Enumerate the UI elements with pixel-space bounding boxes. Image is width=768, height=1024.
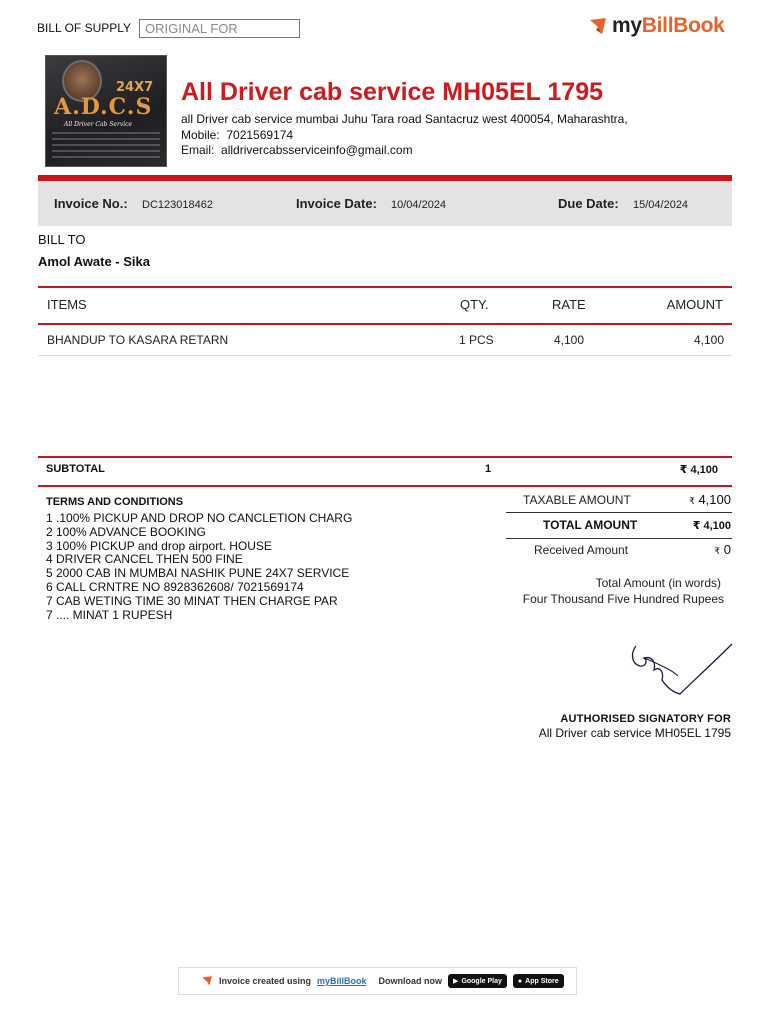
col-header-qty: QTY.: [460, 297, 489, 312]
terms-line: 1 .100% PICKUP AND DROP NO CANCLETION CHARG: [46, 511, 353, 525]
subtotal-label: SUBTOTAL: [46, 463, 105, 475]
summary-rule-bottom: [506, 538, 732, 539]
summary-rule-top: [506, 512, 732, 513]
invoice-number: DC123018462: [142, 199, 213, 211]
terms-line: 6 CALL CRNTRE NO 8928362608/ 7021569174: [46, 579, 304, 594]
taxable-amount-value: 4,100: [698, 492, 731, 507]
terms-line: 4 DRIVER CANCEL THEN 500 FINE: [46, 552, 243, 567]
email-label: Email:: [181, 143, 215, 157]
subtotal-top-rule: [38, 456, 732, 458]
mobile-label: Mobile:: [181, 128, 220, 142]
signature-image: [622, 636, 737, 701]
table-top-rule: [38, 286, 732, 288]
logo-tagline: All Driver Cab Service: [64, 121, 133, 128]
rupee-symbol: ₹: [689, 496, 695, 506]
mybillbook-logo: [588, 14, 725, 38]
mobile-value: 7021569174: [226, 128, 294, 142]
terms-line: 7 .... MINAT 1 RUPESH: [46, 607, 173, 622]
table-header-rule: [38, 323, 732, 325]
amount-in-words: Four Thousand Five Hundred Rupees: [522, 592, 724, 606]
document-type: BILL OF SUPPLY: [37, 21, 132, 35]
app-store-button[interactable]: [513, 974, 564, 988]
received-amount: [600, 542, 731, 557]
bill-to-label: BILL TO: [38, 232, 86, 247]
footer-brand-link[interactable]: myBillBook: [317, 976, 367, 986]
authorised-signatory-label: AUTHORISED SIGNATORY FOR: [560, 713, 731, 725]
row-qty: 1 PCS: [459, 333, 494, 347]
terms-line: 5 2000 CAB IN MUMBAI NASHIK PUNE 24X7 SERVICE: [46, 566, 350, 581]
row-rate: 4,100: [554, 333, 585, 347]
footer-download-text: Download now: [378, 976, 443, 986]
terms-line: 7 CAB WETING TIME 30 MINAT THEN CHARGE PAR: [46, 593, 338, 608]
subtotal-qty: 1: [485, 463, 492, 475]
play-icon: ▶: [453, 978, 459, 985]
company-address: all Driver cab service mumbai Juhu Tara road Santacruz west 400054, Maharashtra,: [181, 112, 628, 126]
due-date: 15/04/2024: [633, 199, 689, 211]
footer-created-text: Invoice created using: [219, 976, 312, 986]
customer-name: Amol Awate - Sika: [38, 254, 150, 269]
email-value: alldrivercabsserviceinfo@gmail.com: [221, 143, 413, 157]
brand-prefix: my: [612, 14, 642, 37]
footer-banner: [178, 967, 577, 995]
invoice-date: 10/04/2024: [391, 199, 447, 211]
company-logo: [45, 55, 167, 167]
col-header-rate: RATE: [552, 297, 586, 312]
signatory-company: All Driver cab service MH05EL 1795: [538, 726, 731, 740]
subtotal-bottom-rule: [38, 485, 732, 487]
google-play-label: Google Play: [461, 977, 502, 985]
logo-badge: 24X7: [116, 80, 154, 95]
terms-line: 3 100% PICKUP and drop airport. HOUSE: [46, 538, 272, 553]
row-divider: [38, 355, 732, 356]
received-amount-label: Received Amount: [534, 543, 629, 557]
invoice-date-label: Invoice Date:: [296, 196, 377, 211]
app-store-label: App Store: [525, 977, 559, 985]
terms-list: [46, 512, 352, 622]
total-amount-label: TOTAL AMOUNT: [543, 518, 638, 532]
mybillbook-icon: [588, 16, 608, 36]
taxable-amount: [600, 492, 731, 507]
received-amount-value: 0: [723, 542, 731, 557]
terms-line: 2 100% ADVANCE BOOKING: [46, 524, 206, 539]
apple-icon: ●: [517, 977, 523, 985]
invoice-number-label: Invoice No.:: [54, 196, 128, 211]
brand-name: BillBook: [641, 14, 725, 37]
col-header-items: ITEMS: [47, 297, 87, 312]
company-email: [181, 143, 413, 157]
total-amount-value: ₹ 4,100: [692, 520, 731, 532]
google-play-button[interactable]: [448, 974, 507, 988]
taxable-amount-label: TAXABLE AMOUNT: [523, 493, 631, 507]
rupee-symbol: ₹: [714, 546, 721, 556]
row-item: BHANDUP TO KASARA RETARN: [47, 333, 229, 347]
logo-text: A.D.C.S: [54, 94, 153, 120]
amount-in-words-label: Total Amount (in words): [595, 576, 721, 590]
terms-heading: TERMS AND CONDITIONS: [46, 496, 184, 508]
subtotal-amount: ₹ 4,100: [679, 464, 718, 476]
company-mobile: [181, 128, 293, 142]
company-name: All Driver cab service MH05EL 1795: [181, 78, 604, 106]
copy-label-box: ORIGINAL FOR: [139, 19, 300, 38]
col-header-amount: AMOUNT: [666, 297, 723, 312]
due-date-label: Due Date:: [558, 196, 619, 211]
row-amount: 4,100: [693, 333, 724, 347]
mybillbook-icon: [201, 975, 213, 987]
